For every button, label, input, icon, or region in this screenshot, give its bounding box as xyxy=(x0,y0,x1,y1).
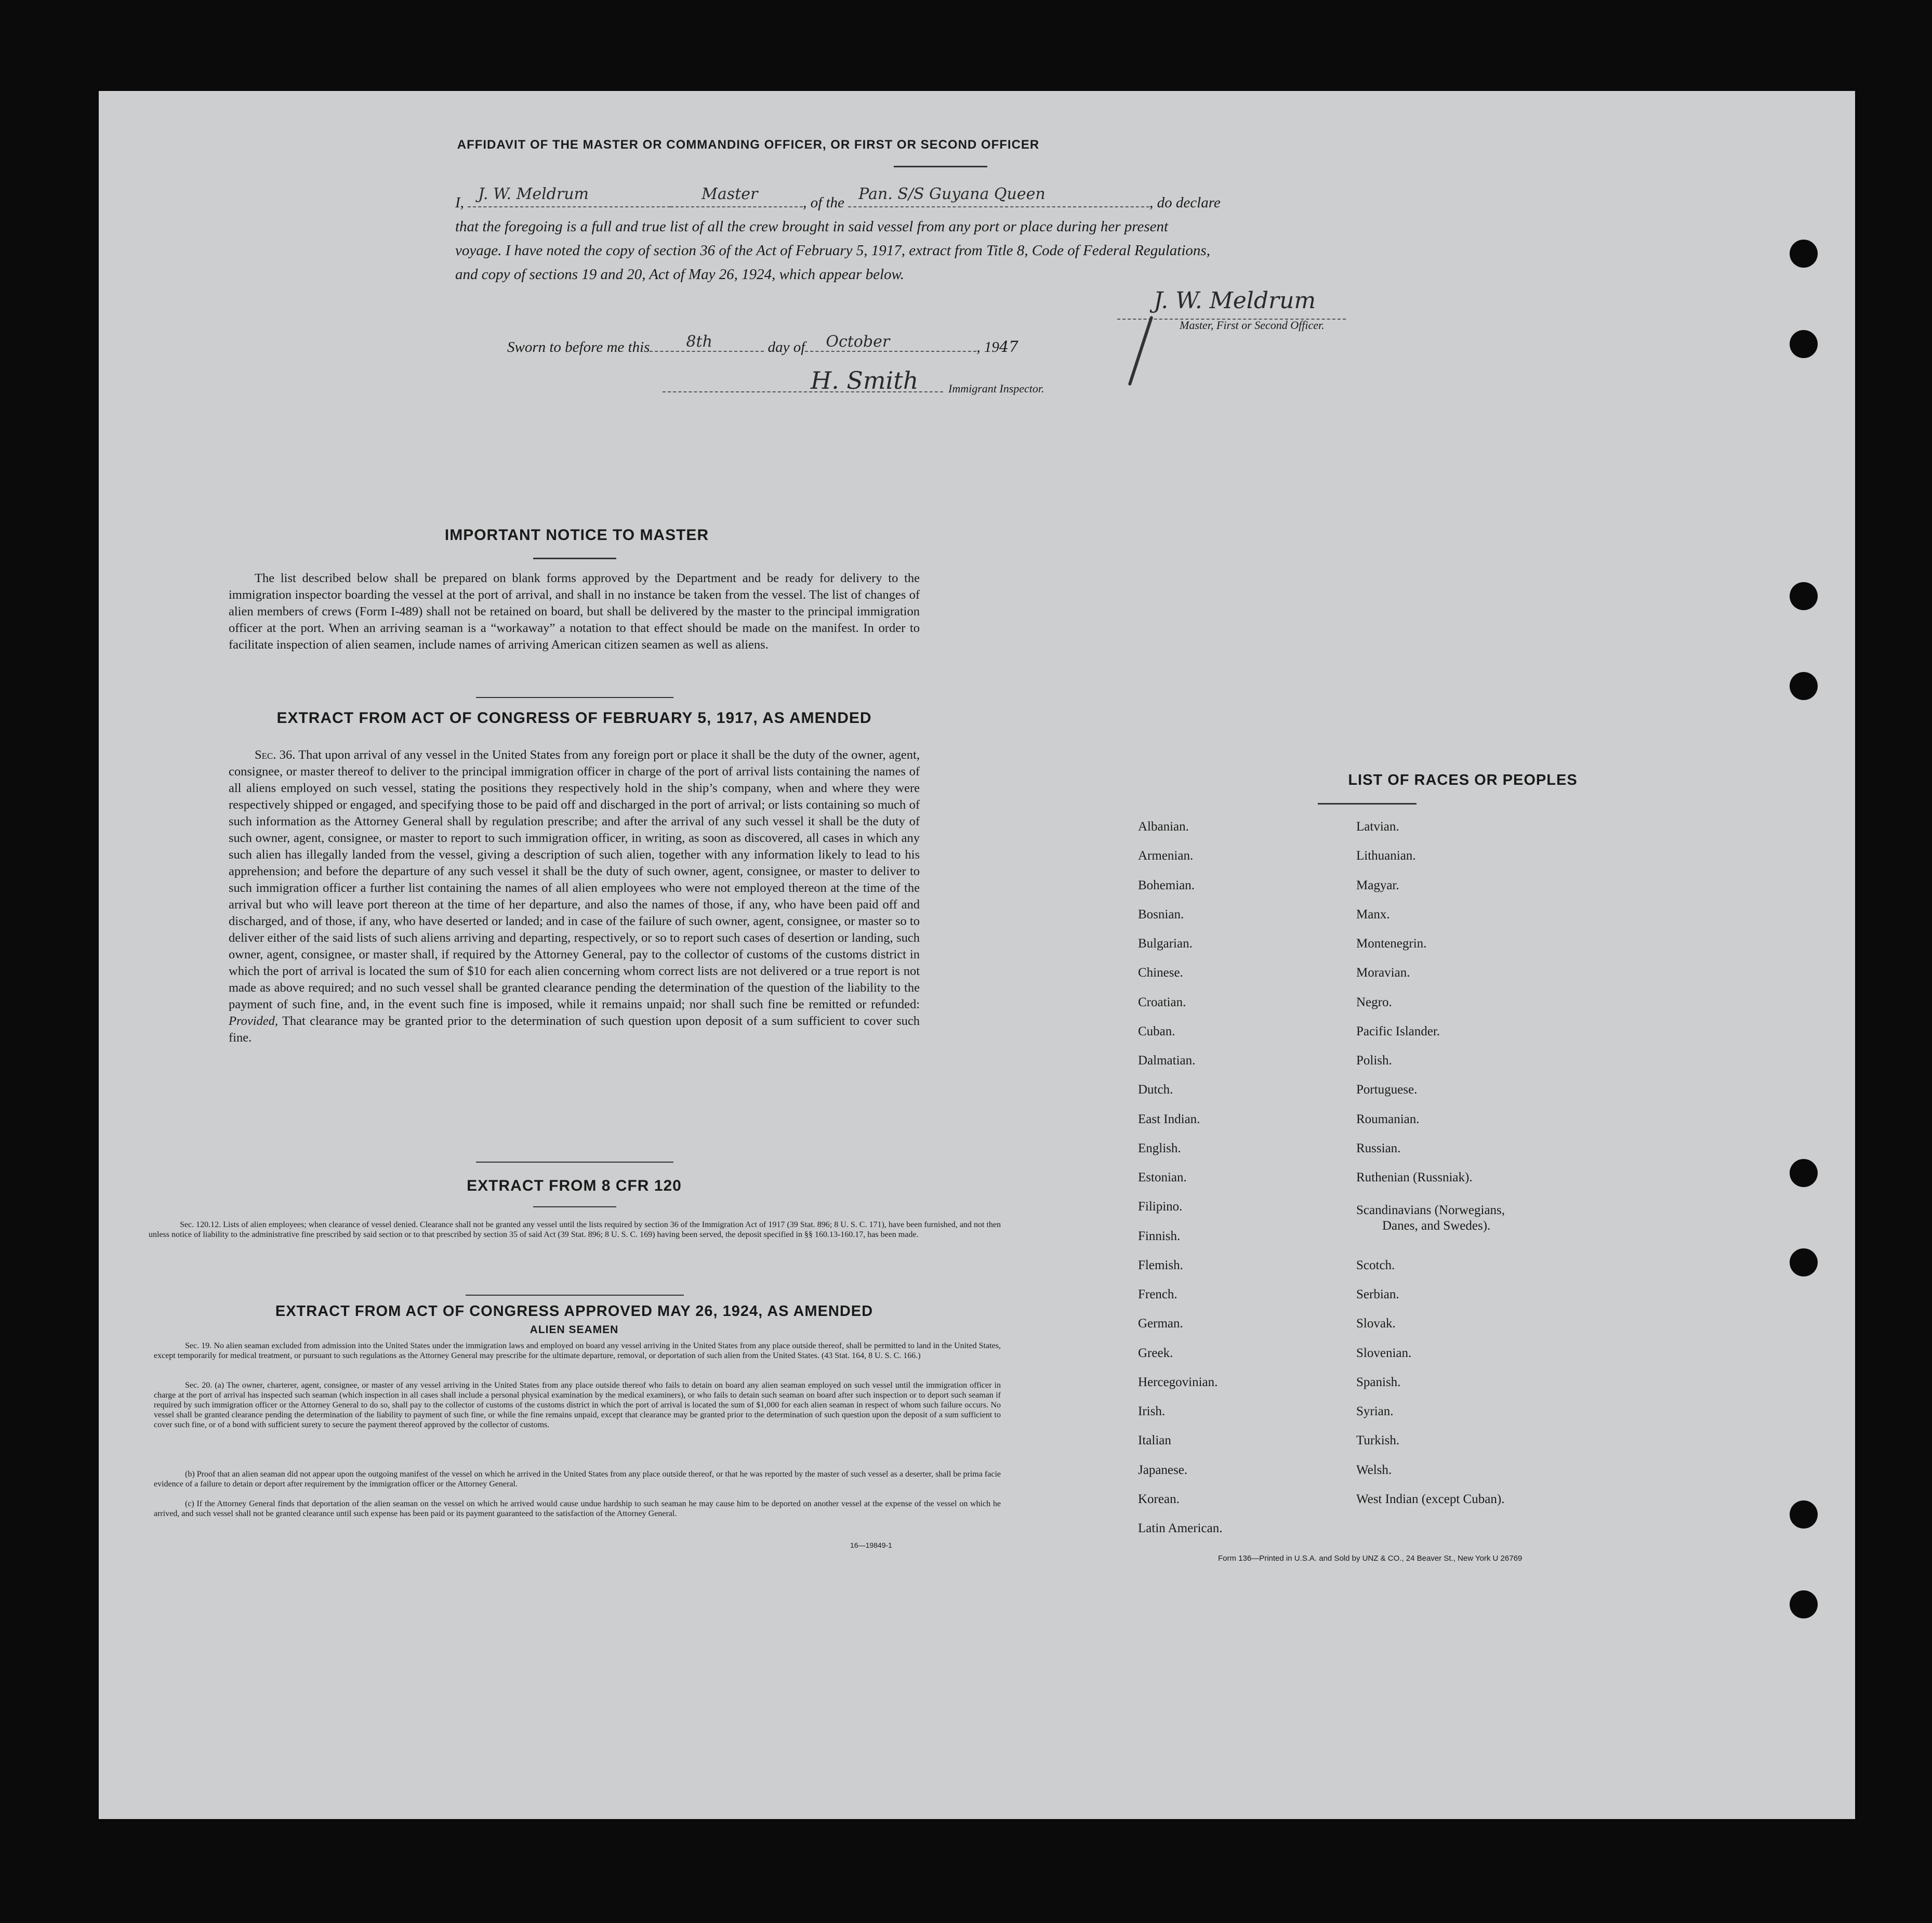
race-item: Moravian. xyxy=(1356,966,1410,980)
race-item: Pacific Islander. xyxy=(1356,1024,1440,1038)
race-item: Ruthenian (Russniak). xyxy=(1356,1170,1473,1184)
sec-20a-text: Sec. 20. (a) The owner, charterer, agent, consignee, or master of any vessel arriving in the United States from any place outside thereof who fails to detain on board any alien seaman employed on such vessel until the immigration officer in charge at the port of arrival has inspected such seaman (which inspection in all cases shall include a personal physical examination by the medical examiners), or who fails to detain such seaman on board after such inspection or to deport such seaman if required by such immigration officer or the Attorney General to do so, shall pay to the collector of customs of the customs district in which the port of arrival is located the sum of $1,000 for each alien seaman in respect of whom such failure occurs. No vessel shall be granted clearance pending the determination of the liability to payment of such fine, or while the fine remains unpaid, except that clearance may be granted prior to the determination of such question upon the deposit of a sum sufficient to cover such fine, or of a bond with sufficient surety to secure the payment thereof approved by the collector of customs. xyxy=(154,1381,1001,1429)
race-item: Finnish. xyxy=(1138,1229,1181,1243)
race-item: Lithuanian. xyxy=(1356,849,1416,863)
race-item: Bosnian. xyxy=(1138,907,1184,921)
race-item: Bohemian. xyxy=(1138,878,1195,892)
punch-hole xyxy=(1790,240,1818,268)
race-item: Filipino. xyxy=(1138,1200,1183,1214)
punch-hole xyxy=(1790,582,1818,610)
race-item: French. xyxy=(1138,1287,1177,1301)
race-item: Danes, and Swedes). xyxy=(1382,1219,1491,1233)
race-item: Hercegovinian. xyxy=(1138,1375,1218,1389)
vessel-name: Pan. S/S Guyana Queen xyxy=(858,185,1046,203)
race-item: Roumanian. xyxy=(1356,1112,1420,1126)
race-item: Bulgarian. xyxy=(1138,937,1193,951)
affidavit-prefix: I, xyxy=(455,194,464,211)
race-item: Chinese. xyxy=(1138,966,1183,980)
year-prefix: , 19 xyxy=(976,339,999,355)
race-item: Welsh. xyxy=(1356,1463,1392,1477)
inspector-line xyxy=(663,391,943,392)
race-item: Turkish. xyxy=(1356,1433,1400,1447)
divider xyxy=(476,697,673,698)
notice-heading: IMPORTANT NOTICE TO MASTER xyxy=(444,526,709,544)
signature-stroke xyxy=(1128,315,1154,386)
race-item: English. xyxy=(1138,1141,1181,1155)
race-item: Slovenian. xyxy=(1356,1346,1412,1360)
inspector-caption: Immigrant Inspector. xyxy=(948,382,1044,395)
master-title: Master xyxy=(702,185,758,203)
cfr-heading: EXTRACT FROM 8 CFR 120 xyxy=(467,1177,682,1194)
master-caption: Master, First or Second Officer. xyxy=(1180,319,1325,332)
race-item: Manx. xyxy=(1356,907,1390,921)
punch-hole xyxy=(1790,1248,1818,1276)
race-item: Greek. xyxy=(1138,1346,1173,1360)
divider xyxy=(894,166,987,167)
races-heading: LIST OF RACES OR PEOPLES xyxy=(1348,772,1578,788)
race-item: Negro. xyxy=(1356,995,1392,1009)
race-item: Estonian. xyxy=(1138,1170,1187,1184)
punch-hole xyxy=(1790,1500,1818,1529)
divider xyxy=(533,558,616,559)
master-name: J. W. Meldrum xyxy=(478,185,589,203)
sworn-line xyxy=(507,334,1018,356)
vessel-field xyxy=(848,185,1149,207)
cfr-text: Sec. 120.12. Lists of alien employees; when clearance of vessel denied. Clearance shall not be granted any vessel until the lists required by section 36 of the Immigration Act of 1917 (39 Stat. 896; 8 U. S. C. 171), have been furnished, and not then unless notice of liability to the administrative fine prescribed by said section or to that prescribed by section 35 of said Act (39 Stat. 896; 8 U. S. C. 169) having been served, the deposit specified in §§ 160.13-160.17, has been made. xyxy=(149,1220,1001,1239)
race-item: Cuban. xyxy=(1138,1024,1175,1038)
race-item: Spanish. xyxy=(1356,1375,1401,1389)
sec-36-label: Sec. 36. xyxy=(255,748,296,762)
race-item: West Indian (except Cuban). xyxy=(1356,1492,1505,1506)
divider xyxy=(1318,803,1417,805)
affidavit-text xyxy=(455,185,1536,286)
race-item: Latin American. xyxy=(1138,1521,1223,1535)
form-footer: Form 136—Printed in U.S.A. and Sold by UNZ & CO., 24 Beaver St., New York U 26769 xyxy=(1218,1554,1523,1563)
affidavit-line-4: and copy of sections 19 and 20, Act of May 26, 1924, which appear below. xyxy=(455,266,904,283)
race-item: Scandinavians (Norwegians, xyxy=(1356,1203,1505,1217)
race-item: Scotch. xyxy=(1356,1258,1395,1272)
race-item: Magyar. xyxy=(1356,878,1399,892)
divider xyxy=(476,1162,673,1163)
sworn-month: October xyxy=(826,333,890,351)
affidavit-line-1 xyxy=(455,185,1536,215)
sec-19-text: Sec. 19. No alien seaman excluded from admission into the United States under the immigration laws and employed on board any vessel arriving in the United States from any place outside thereof, shall be permitted to land in the United States, except temporarily for medical treatment, or pursuant to such regulations as the Attorney General may prescribe for the ultimate departure, removal, or deportation of such alien from the United States. (43 Stat. 164, 8 U. S. C. 166.) xyxy=(154,1341,1001,1360)
day-field xyxy=(650,334,764,352)
extract-1924-subheading: ALIEN SEAMEN xyxy=(530,1324,619,1336)
sec-36-end: That clearance may be granted prior to the determination of such question upon deposit of a sum sufficient to cover such fine. xyxy=(229,1014,920,1045)
name-field xyxy=(468,185,670,207)
sworn-year: 47 xyxy=(999,338,1018,355)
month-field xyxy=(805,334,976,352)
extract-1917-text xyxy=(229,747,920,1046)
of-the-label: , of the xyxy=(803,194,844,211)
punch-hole xyxy=(1790,672,1818,700)
race-item: Russian. xyxy=(1356,1141,1401,1155)
extract-1917-heading: EXTRACT FROM ACT OF CONGRESS OF FEBRUARY 5, 1917, AS AMENDED xyxy=(276,709,872,727)
divider xyxy=(466,1295,684,1296)
sec-36-body: That upon arrival of any vessel in the United States from any foreign port or place it shall be the duty of the owner, agent, consignee, or master thereof to deliver to the principal immigration officer in charge of the port of arrival lists containing the names of all aliens employed on such vessel, stating the positions they respectively hold in the ship’s company, when and where they were respectively shipped or engaged, and specifying those to be paid off and discharged in the port of arrival; or lists containing so much of such information as the Attorney General shall by regulation prescribe; and after the arrival of any such vessel it shall be the duty of such owner, agent, consignee, or master to report to such immigration officer, in writing, as soon as discovered, all cases in which any such alien has illegally landed from the vessel, giving a description of such alien, together with any information likely to lead to his apprehension; and before the departure of any such vessel it shall be the duty of such owner, agent, consignee, or master to deliver to such immigration officer a further list containing the names of all alien employees who were not employed thereon at the time of the arrival but who will leave port thereon at the time of her departure, and also the names of those, if any, who have been paid off and discharged, and of those, if any, who have deserted or landed; and in case of the failure of such owner, agent, consignee, or master so to deliver either of the said lists of such aliens arriving and departing, respectively, or so to report such cases of desertion or landing, such owner, agent, consignee, or master shall, if required by the Attorney General, pay to the collector of customs of the customs district in which the port of arrival is located the sum of $10 for each alien concerning whom correct lists are not delivered or a true report is not made as above required; and no such vessel shall be granted clearance pending the determination of the question of the liability to the payment of such fine, and, in the event such fine is imposed, while it remains unpaid; nor shall such fine be remitted or refunded: xyxy=(229,748,920,1011)
do-declare-label: , do declare xyxy=(1149,194,1221,211)
form-code: 16—19849-1 xyxy=(850,1541,892,1549)
race-item: Dutch. xyxy=(1138,1083,1173,1097)
affidavit-line-2: that the foregoing is a full and true list of all the crew brought in said vessel from any port or place during her present xyxy=(455,218,1169,235)
sworn-prefix: Sworn to before me this xyxy=(507,339,650,355)
race-item: Slovak. xyxy=(1356,1316,1396,1331)
document-page xyxy=(99,91,1855,1819)
race-item: Serbian. xyxy=(1356,1287,1399,1301)
race-item: Montenegrin. xyxy=(1356,937,1427,951)
race-item: Italian xyxy=(1138,1433,1171,1447)
race-item: Croatian. xyxy=(1138,995,1186,1009)
race-item: Irish. xyxy=(1138,1404,1166,1418)
race-item: Albanian. xyxy=(1138,820,1189,834)
punch-hole xyxy=(1790,330,1818,358)
race-item: Japanese. xyxy=(1138,1463,1188,1477)
race-item: German. xyxy=(1138,1316,1183,1331)
race-item: Armenian. xyxy=(1138,849,1194,863)
title-field xyxy=(670,185,803,207)
race-item: Syrian. xyxy=(1356,1404,1394,1418)
extract-1924-heading: EXTRACT FROM ACT OF CONGRESS APPROVED MAY 26, 1924, AS AMENDED xyxy=(275,1303,874,1320)
affidavit-title: AFFIDAVIT OF THE MASTER OR COMMANDING OFFICER, OR FIRST OR SECOND OFFICER xyxy=(457,138,1040,152)
race-item: Latvian. xyxy=(1356,820,1399,834)
day-of-label: day of xyxy=(767,339,805,355)
punch-hole xyxy=(1790,1590,1818,1618)
sec-20c-text: (c) If the Attorney General finds that deportation of the alien seaman on the vessel on which he arrived would cause undue hardship to such seaman he may cause him to be deported on another vessel at the expense of the vessel on which he arrived, and such vessel shall not be granted clearance until such expense has been paid or its payment guaranteed to the satisfaction of the Attorney General. xyxy=(154,1499,1001,1518)
punch-hole xyxy=(1790,1159,1818,1187)
inspector-signature: H. Smith xyxy=(811,366,919,394)
affidavit-line-3: voyage. I have noted the copy of section 36 of the Act of February 5, 1917, extract from Title 8, Code of Federal Regulations, xyxy=(455,242,1210,259)
master-signature: J. W. Meldrum xyxy=(1154,287,1316,314)
race-item: Korean. xyxy=(1138,1492,1180,1506)
race-item: Portuguese. xyxy=(1356,1083,1418,1097)
race-item: Polish. xyxy=(1356,1053,1392,1068)
sworn-day: 8th xyxy=(686,333,712,351)
divider xyxy=(533,1206,616,1207)
race-item: East Indian. xyxy=(1138,1112,1200,1126)
race-item: Dalmatian. xyxy=(1138,1053,1196,1068)
provided-label: Provided, xyxy=(229,1014,279,1028)
race-item: Flemish. xyxy=(1138,1258,1183,1272)
sec-20b-text: (b) Proof that an alien seaman did not appear upon the outgoing manifest of the vessel on which he arrived in the United States from any place outside thereof, or that he was reported by the master of such vessel as a deserter, shall be prima facie evidence of a failure to detain or deport after requirement by the immigration officer or the Attorney General. xyxy=(154,1470,1001,1489)
notice-text: The list described below shall be prepared on blank forms approved by the Department and be ready for delivery to the immigration inspector boarding the vessel at the port of arrival, and shall in no instance be taken from the vessel. The list of changes of alien members of crews (Form I-489) shall not be retained on board, but shall be delivered by the master to the principal immigration officer at the port. When an arriving seaman is a “workaway” a notation to that effect should be made on the manifest. In order to facilitate inspection of alien seamen, include names of arriving American citizen seamen as well as aliens. xyxy=(229,571,920,652)
